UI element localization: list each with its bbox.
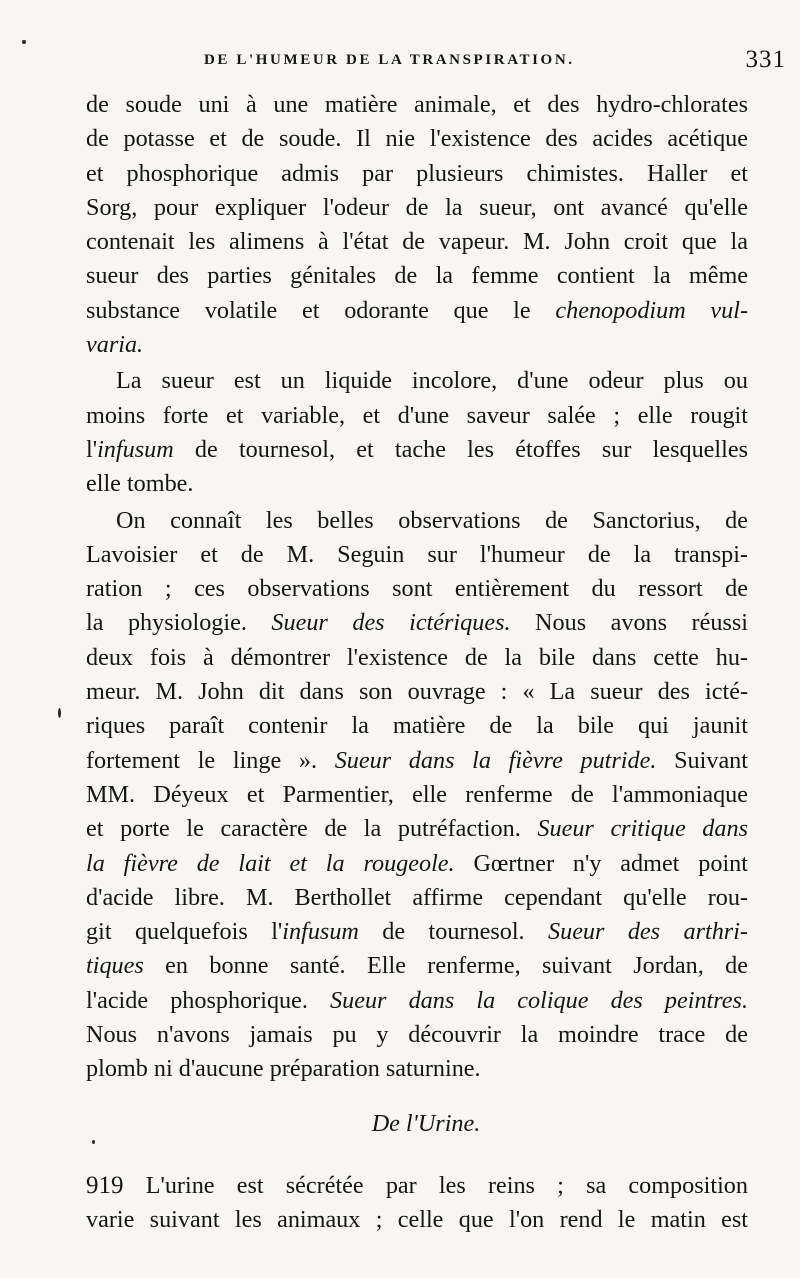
text-line: deux fois à démontrer l'existence de la bile dans cette hu- — [86, 643, 748, 671]
text-run: fortement le linge ». — [86, 746, 335, 774]
text-line — [86, 294, 748, 328]
text-run: git quelquefois l' — [86, 918, 283, 946]
text-line — [86, 915, 748, 949]
paragraph-number: 919 — [86, 1171, 124, 1199]
page-number: 331 — [745, 46, 786, 73]
text-line: de soude uni à une matière animale, et des hydro-chlorates — [86, 91, 748, 118]
italic-run: Sueur des arthri- — [548, 918, 748, 946]
text-line: On connaît les belles observations de Sanctorius, de — [116, 506, 748, 534]
text-run: de tournesol, et tache les étoffes sur lesquelles — [173, 435, 748, 463]
text-line: sueur des parties génitales de la femme contient la même — [86, 262, 748, 290]
text-run: la physiologie. — [86, 609, 272, 637]
text-run: Nous avons réussi — [510, 609, 748, 637]
text-line: plomb ni d'aucune préparation saturnine. — [86, 1055, 481, 1083]
text-run: Gœrtner n'y admet point — [454, 849, 748, 877]
text-line: moins forte et variable, et d'une saveur salée ; elle rougit — [86, 401, 748, 429]
text-line — [86, 744, 748, 778]
text-line: Lavoisier et de M. Seguin sur l'humeur de la transpi- — [86, 540, 748, 568]
text-line: varie suivant les animaux ; celle que l'on rend le matin est — [86, 1206, 748, 1234]
text-line — [86, 847, 748, 881]
text-line: MM. Déyeux et Parmentier, elle renferme de l'ammoniaque — [86, 780, 748, 808]
italic-run: Sueur des ictériques. — [271, 609, 511, 637]
italic-run: chenopodium vul- — [555, 296, 749, 324]
scan-speck — [22, 40, 26, 44]
italic-run: varia. — [86, 331, 144, 359]
section-heading: De l'Urine. — [371, 1109, 481, 1137]
italic-run: infusum — [282, 918, 359, 946]
text-line: ration ; ces observations sont entièrement du ressort de — [86, 575, 748, 603]
text-line: Nous n'avons jamais pu y découvrir la moindre trace de — [86, 1021, 748, 1049]
italic-run: Sueur dans la colique des peintres. — [330, 986, 748, 1014]
text-line — [86, 1169, 748, 1203]
text-run: l' — [86, 435, 98, 463]
running-title: DE L'HUMEUR DE LA TRANSPIRATION. — [204, 52, 575, 68]
italic-run: la fièvre de lait et la rougeole. — [86, 849, 455, 877]
scan-speck — [92, 1140, 95, 1144]
text-run: l'acide phosphorique. — [86, 986, 331, 1014]
italic-run: Sueur dans la fièvre putride. — [334, 746, 657, 774]
italic-run: Sueur critique dans — [537, 815, 748, 843]
text-line: de potasse et de soude. Il nie l'existence des acides acétique — [86, 125, 748, 153]
text-run: de tournesol. — [358, 918, 548, 946]
text-run: en bonne santé. Elle renferme, suivant Jordan, de — [143, 952, 748, 980]
italic-run: infusum — [97, 435, 174, 463]
text-run: L'urine est sécrétée par les reins ; sa composition — [123, 1171, 748, 1199]
text-line: meur. M. John dit dans son ouvrage : « La sueur des icté- — [86, 678, 748, 706]
text-line — [86, 949, 748, 983]
text-line: La sueur est un liquide incolore, d'une odeur plus ou — [116, 367, 748, 395]
text-run: substance volatile et odorante que le — [86, 296, 531, 324]
text-line: d'acide libre. M. Berthollet affirme cependant qu'elle rou- — [86, 883, 748, 911]
text-line: contenait les alimens à l'état de vapeur. M. John croit que la — [86, 228, 748, 256]
body-text — [86, 88, 748, 1238]
text-line — [86, 606, 748, 640]
text-line: riques paraît contenir la matière de la bile qui jaunit — [86, 712, 748, 740]
italic-run: tiques — [86, 952, 144, 980]
scan-speck — [58, 708, 61, 718]
text-line — [86, 812, 748, 846]
text-line: elle tombe. — [86, 470, 194, 498]
text-line: Sorg, pour expliquer l'odeur de la sueur, ont avancé qu'elle — [86, 193, 748, 221]
text-line — [86, 328, 748, 362]
text-line: et phosphorique admis par plusieurs chimistes. Haller et — [86, 159, 748, 187]
text-line — [86, 984, 748, 1018]
running-header — [86, 46, 786, 80]
text-line — [86, 433, 748, 467]
text-run: Suivant — [656, 746, 748, 774]
text-run: et porte le caractère de la putréfaction. — [86, 815, 538, 843]
